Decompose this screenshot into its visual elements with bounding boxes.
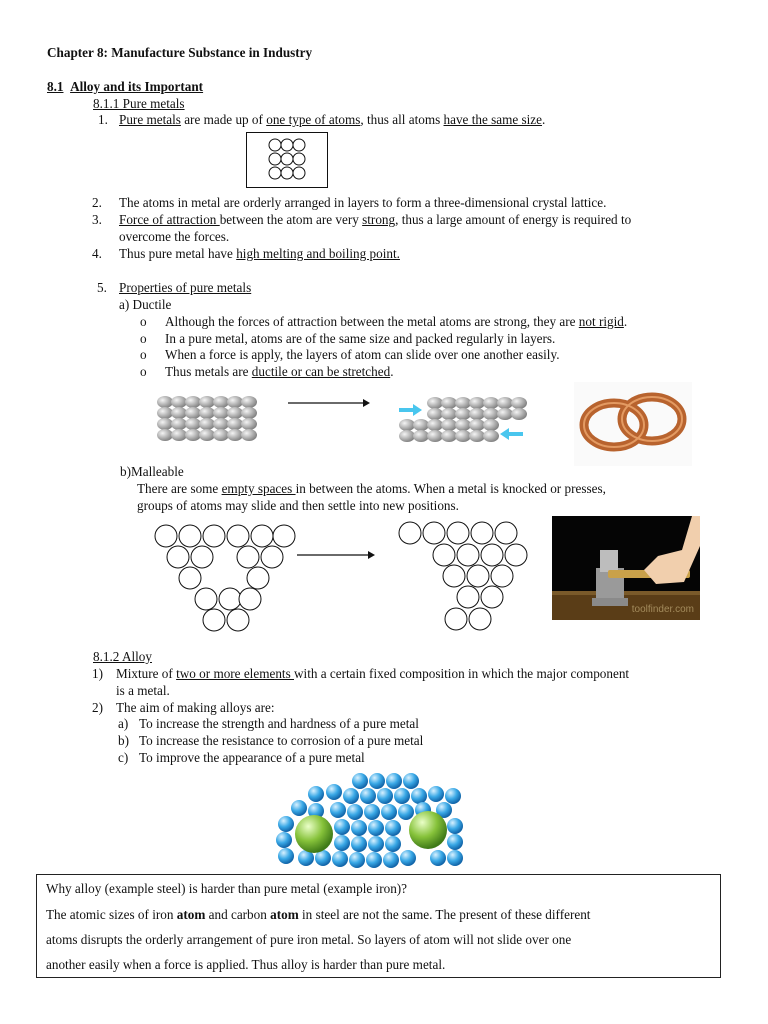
list-number: 2): [92, 700, 103, 715]
section-title: Alloy and its Important: [70, 79, 204, 94]
list-number: 1): [92, 666, 103, 681]
bullet: o: [140, 314, 147, 329]
alloy-point-1-cont: is a metal.: [116, 683, 170, 698]
arrow-icon: [287, 397, 371, 409]
list-number: 5.: [97, 280, 107, 295]
list-number: 3.: [92, 212, 102, 227]
alloy-heading: 8.1.2 Alloy: [93, 649, 152, 664]
box-line-3: another easily when a force is applied. Thus alloy is harder than pure metal.: [46, 957, 446, 972]
malleable-line-2: groups of atoms may slide and then settle into new positions.: [137, 498, 459, 513]
malleable-after-diagram: [396, 518, 536, 634]
bullet: o: [140, 331, 147, 346]
list-letter: b): [118, 733, 129, 748]
properties-heading: Properties of pure metals: [119, 280, 252, 295]
ductile-bullet-1: Although the forces of attraction between the metal atoms are strong, they are not rigid.: [165, 314, 628, 329]
bullet: o: [140, 347, 147, 362]
pure-metals-point-1: Pure metals are made up of one type of atoms, thus all atoms have the same size.: [119, 112, 546, 127]
explanation-box: [36, 874, 721, 978]
box-line-2: atoms disrupts the orderly arrangement of pure iron metal. So layers of atom will not slide over one: [46, 932, 572, 947]
section-number: 8.1: [47, 79, 64, 94]
malleable-before-diagram: [152, 520, 297, 635]
list-number: 4.: [92, 246, 102, 261]
copper-wire-image: [574, 382, 692, 466]
hammer-image: [552, 516, 700, 620]
list-letter: a): [118, 716, 129, 731]
list-letter: c): [118, 750, 129, 765]
atom-lattice-diagram: [246, 132, 328, 188]
ordered-layers-diagram: [155, 394, 263, 448]
alloy-point-2: The aim of making alloys are:: [116, 700, 275, 715]
pure-metals-point-3: Force of attraction between the atom are very strong, thus a large amount of energy is required to: [119, 212, 632, 227]
alloy-atoms-diagram: [272, 772, 472, 870]
pure-metals-point-2: The atoms in metal are orderly arranged in layers to form a three-dimensional crystal lattice.: [119, 195, 607, 210]
bullet: o: [140, 364, 147, 379]
alloy-point-1: Mixture of two or more elements with a certain fixed composition in which the major component: [116, 666, 630, 681]
image-watermark: toolfinder.com: [631, 604, 694, 615]
pure-metals-point-3-cont: overcome the forces.: [119, 229, 230, 244]
ductile-bullet-4: Thus metals are ductile or can be stretched.: [165, 364, 394, 379]
malleable-line-1: There are some empty spaces in between the atoms. When a metal is knocked or presses,: [137, 481, 606, 496]
pure-metals-heading: 8.1.1 Pure metals: [93, 96, 185, 111]
list-number: 1.: [98, 112, 108, 127]
box-line-1: The atomic sizes of iron atom and carbon atom in steel are not the same. The present of these different: [46, 907, 591, 922]
section-heading: [47, 78, 203, 95]
pure-metals-point-4: Thus pure metal have high melting and boiling point.: [119, 246, 400, 261]
alloy-aim: To improve the appearance of a pure metal: [139, 750, 365, 765]
alloy-aim: To increase the strength and hardness of a pure metal: [139, 716, 419, 731]
ductile-label: a) Ductile: [119, 297, 172, 312]
box-question: Why alloy (example steel) is harder than pure metal (example iron)?: [46, 881, 408, 896]
arrow-icon: [296, 549, 376, 561]
sliding-layers-diagram: [397, 394, 529, 450]
ductile-bullet-3: When a force is apply, the layers of atom can slide over one another easily.: [165, 347, 560, 362]
ductile-bullet-2: In a pure metal, atoms are of the same size and packed regularly in layers.: [165, 331, 556, 346]
chapter-title: Chapter 8: Manufacture Substance in Industry: [47, 45, 313, 60]
alloy-aim: To increase the resistance to corrosion of a pure metal: [139, 733, 424, 748]
list-number: 2.: [92, 195, 102, 210]
malleable-label: b)Malleable: [120, 464, 184, 479]
